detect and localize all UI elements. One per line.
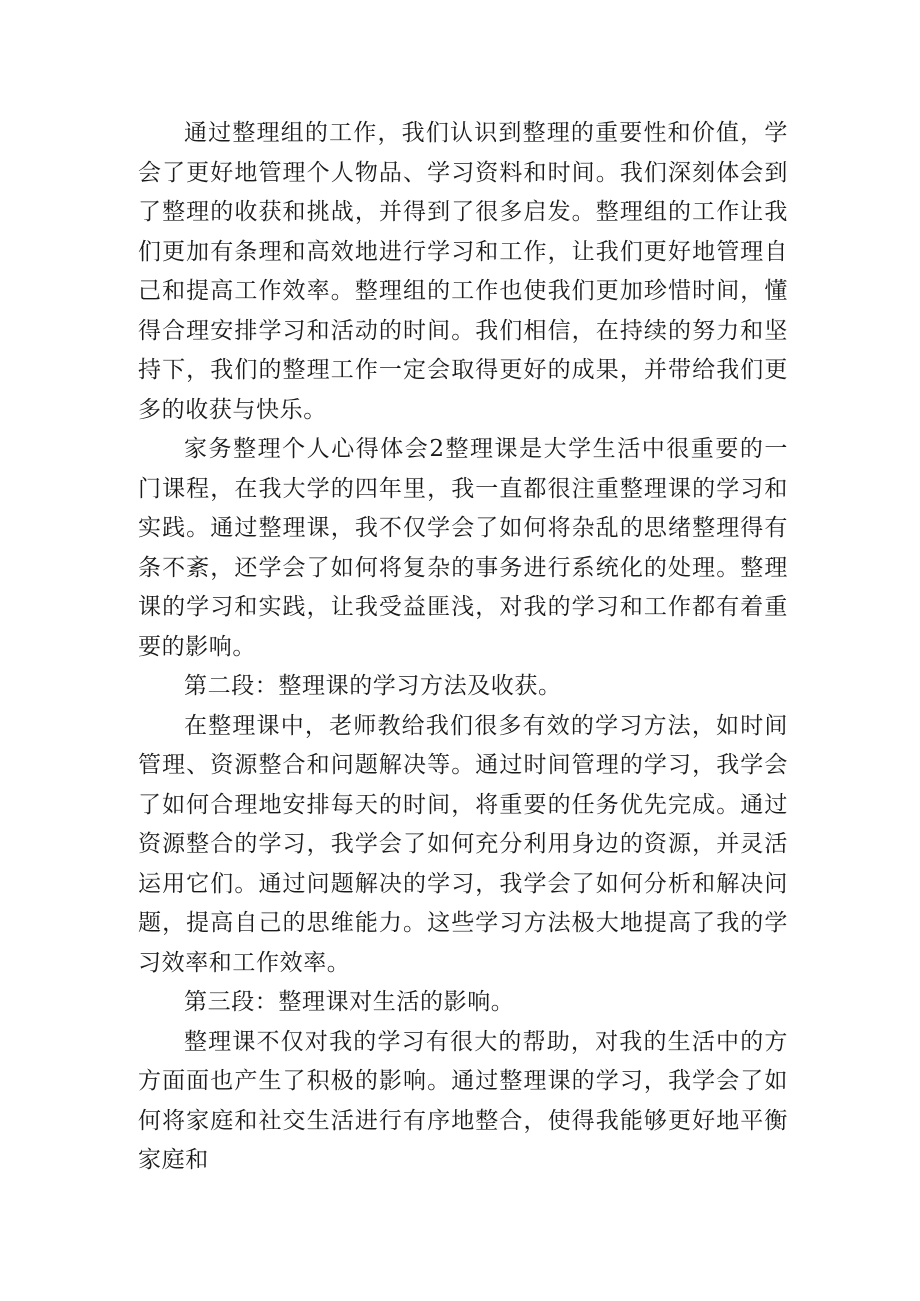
- section-heading-third: 第三段：整理课对生活的影响。: [184, 989, 515, 1015]
- document-body: [138, 114, 788, 1181]
- paragraph-life-impact: 整理课不仅对我的学习有很大的帮助，对我的生活中的方方面面也产生了积极的影响。通过整理课的学习，我学会了如何将家庭和社交生活进行有序地整合，使得我能够更好地平衡家庭和: [138, 1028, 788, 1173]
- paragraph-organizing-course-intro: 家务整理个人心得体会2整理课是大学生活中很重要的一门课程，在我大学的四年里，我一直都很注重整理课的学习和实践。通过整理课，我不仅学会了如何将杂乱的思绪整理得有条不紊，还学会了如何将复杂的事务进行系统化的处理。整理课的学习和实践，让我受益匪浅，对我的学习和工作都有着重要的影响。: [138, 436, 788, 660]
- paragraph-learning-methods: 在整理课中，老师教给我们很多有效的学习方法，如时间管理、资源整合和问题解决等。通过时间管理的学习，我学会了如何合理地安排每天的时间，将重要的任务优先完成。通过资源整合的学习，我学会了如何充分利用身边的资源，并灵活运用它们。通过问题解决的学习，我学会了如何分析和解决问题，提高自己的思维能力。这些学习方法极大地提高了我的学习效率和工作效率。: [138, 712, 788, 976]
- paragraph-organizing-group-reflection: 通过整理组的工作，我们认识到整理的重要性和价值，学会了更好地管理个人物品、学习资料和时间。我们深刻体会到了整理的收获和挑战，并得到了很多启发。整理组的工作让我们更加有条理和高效地进行学习和工作，让我们更好地管理自己和提高工作效率。整理组的工作也使我们更加珍惜时间，懂得合理安排学习和活动的时间。我们相信，在持续的努力和坚持下，我们的整理工作一定会取得更好的成果，并带给我们更多的收获与快乐。: [138, 120, 788, 423]
- section-heading-second: 第二段：整理课的学习方法及收获。: [184, 673, 562, 699]
